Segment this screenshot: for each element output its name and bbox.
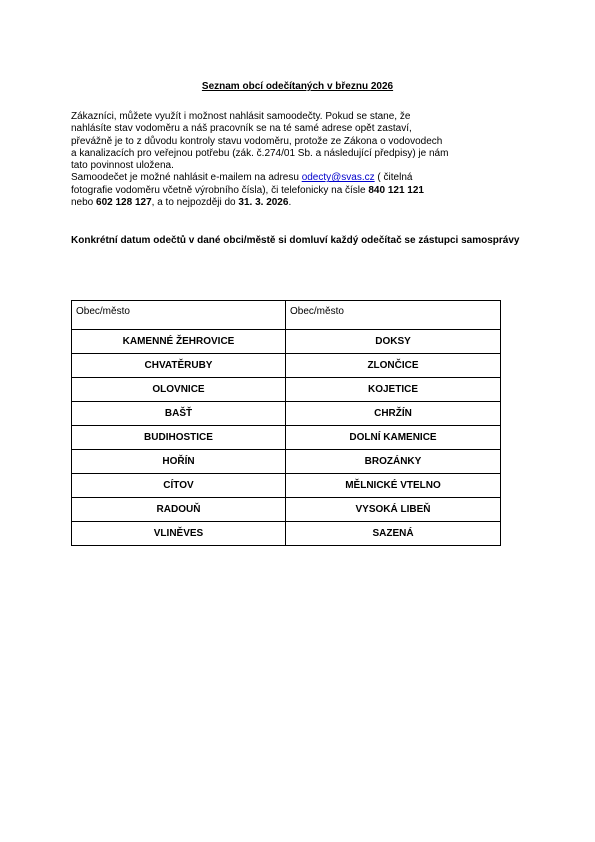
table-row [72, 354, 501, 378]
schedule-note: Konkrétní datum odečtů v dané obci/městě si domluví každý odečítač se zástupci samosprávy [71, 235, 520, 246]
municipality-cell: KOJETICE [286, 378, 501, 402]
table-row [72, 426, 501, 450]
email-prefix: Samoodečet je možné nahlásit e-mailem na adresu [71, 172, 302, 184]
paragraph-line-phone [71, 185, 541, 197]
phone-prefix: fotografie vodoměru včetně výrobního čísla), či telefonicky na čísle [71, 184, 369, 196]
column-header: Obec/město [286, 301, 501, 330]
table-row [72, 450, 501, 474]
municipality-cell: BROZÁNKY [286, 450, 501, 474]
column-header: Obec/město [72, 301, 286, 330]
phone-number-2: 602 128 127 [96, 197, 152, 209]
municipality-cell: VLINĚVES [72, 522, 286, 546]
document-title: Seznam obcí odečítaných v březnu 2026 [201, 81, 394, 92]
municipality-cell: DOLNÍ KAMENICE [286, 426, 501, 450]
table-row [72, 474, 501, 498]
paragraph-line: tato povinnost uložena. [71, 160, 174, 172]
municipality-cell: BAŠŤ [72, 402, 286, 426]
municipality-cell: KAMENNÉ ŽEHROVICE [72, 330, 286, 354]
municipality-cell: CHVATĚRUBY [72, 354, 286, 378]
municipality-cell: CHRŽÍN [286, 402, 501, 426]
paragraph-line-email [71, 172, 541, 184]
municipality-cell: MĚLNICKÉ VTELNO [286, 474, 501, 498]
table-row [72, 378, 501, 402]
municipality-cell: SAZENÁ [286, 522, 501, 546]
deadline-prefix: , a to nejpozději do [151, 197, 239, 209]
phone-number-1: 840 121 121 [368, 184, 424, 196]
table-row [72, 498, 501, 522]
table-row [72, 402, 501, 426]
info-paragraph [71, 111, 541, 209]
paragraph-line: nahlásíte stav vodoměru a náš pracovník se na té samé adrese opět zastaví, [71, 123, 412, 135]
municipality-cell: CÍTOV [72, 474, 286, 498]
table-row [72, 522, 501, 546]
email-link[interactable]: odecty@svas.cz [301, 172, 375, 184]
email-suffix: ( čitelná [374, 172, 413, 184]
municipality-cell: ZLONČICE [286, 354, 501, 378]
municipality-cell: RADOUŇ [72, 498, 286, 522]
table-header-row [72, 301, 501, 330]
municipality-cell: BUDIHOSTICE [72, 426, 286, 450]
municipality-cell: VYSOKÁ LIBEŇ [286, 498, 501, 522]
paragraph-line: a kanalizacích pro veřejnou potřebu (zák. č.274/01 Sb. a následující předpisy) je nám [71, 147, 449, 159]
municipality-cell: DOKSY [286, 330, 501, 354]
paragraph-line: Zákazníci, můžete využít i možnost nahlásit samoodečty. Pokud se stane, že [71, 111, 411, 122]
municipality-cell: HOŘÍN [72, 450, 286, 474]
municipality-cell: OLOVNICE [72, 378, 286, 402]
deadline-end: . [288, 197, 292, 209]
deadline-date: 31. 3. 2026 [238, 197, 289, 209]
paragraph-line-deadline [71, 197, 541, 209]
table-row [72, 330, 501, 354]
paragraph-line: převážně je to z důvodu kontroly stavu vodoměru, protože ze Zákona o vodovodech [71, 135, 443, 147]
municipality-table [71, 300, 501, 546]
phone2-prefix: nebo [71, 197, 97, 209]
